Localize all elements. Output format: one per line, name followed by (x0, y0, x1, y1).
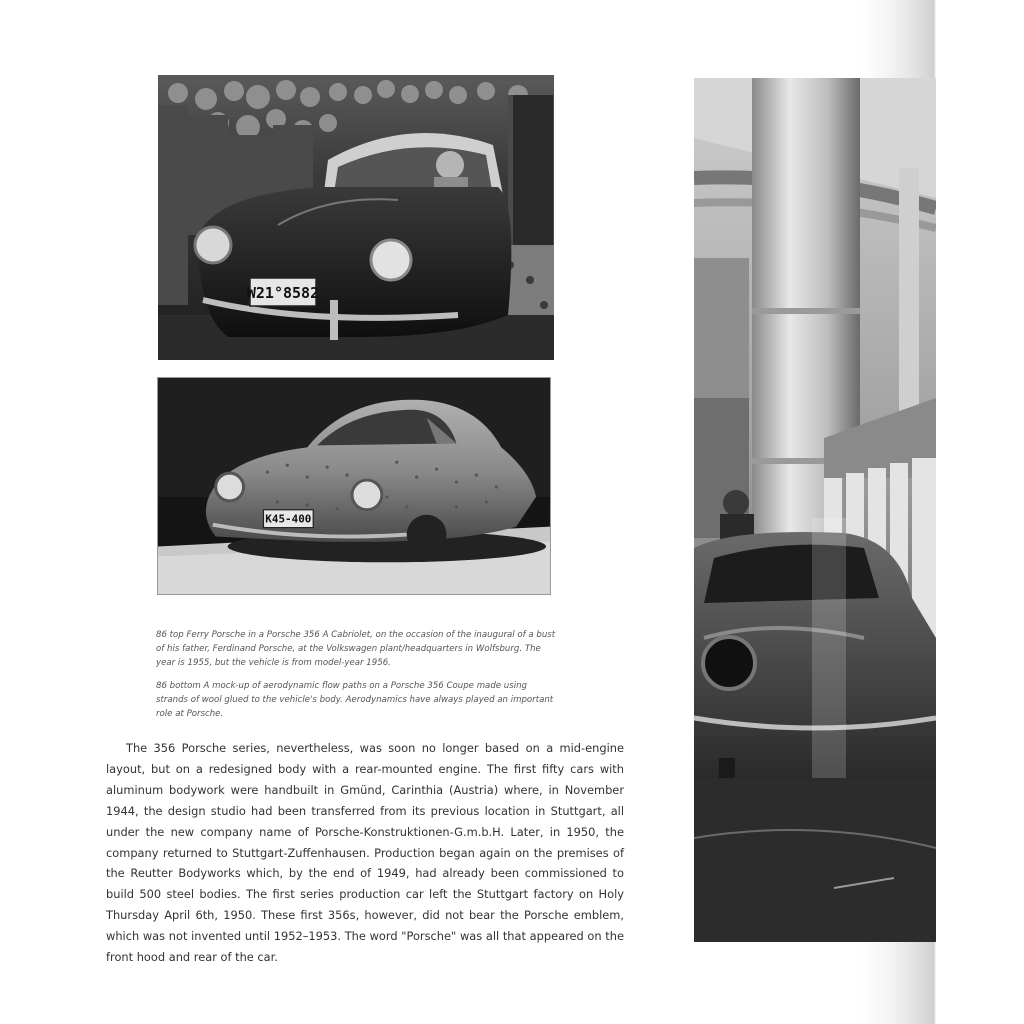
bottom-license-plate: K45-400 (265, 512, 312, 526)
photo-captions (156, 628, 556, 730)
photo-right-factory (694, 78, 936, 942)
caption-bottom: 86 bottom A mock-up of aerodynamic flow paths on a Porsche 356 Coupe made using strands of wool glued to the vehicle's body. Aerodynamics have always played an important role at Porsche. (156, 681, 554, 719)
photo-bottom-coupe (157, 377, 551, 595)
top-license-plate: W21°8582 (246, 284, 320, 302)
body-paragraph: The 356 Porsche series, nevertheless, was soon no longer based on a mid-engine layout, but on a redesigned body with a rear-mounted engine. The first fifty cars with aluminum bodywork were handbuilt in Gmünd, Carinthia (Austria) where, in November 1944, the design studio had been transferred from its previous location in Stuttgart, all under the new company name of Porsche-Konstruktionen-G.m.b.H. Later, in 1950, the company returned to Stuttgart-Zuffenhausen. Production began again on the premises of the Reutter Bodyworks which, by the end of 1949, had already been commissioned to build 500 steel bodies. The first series production car left the Stuttgart factory on Holy Thursday April 6th, 1950. These first 356s, however, did not bear the Porsche emblem, which was not invented until 1952–1953. The word "Porsche" was all that appeared on the front hood and rear of the car. (106, 741, 624, 965)
photo-top-cabriolet (158, 75, 554, 360)
caption-top: 86 top Ferry Porsche in a Porsche 356 A Cabriolet, on the occasion of the inaugural of a bust of his father, Ferdinand Porsche, at the Volkswagen plant/headquarters in Wolfsburg. The year is 1955, but the vehicle is from model-year 1956. (156, 630, 556, 668)
